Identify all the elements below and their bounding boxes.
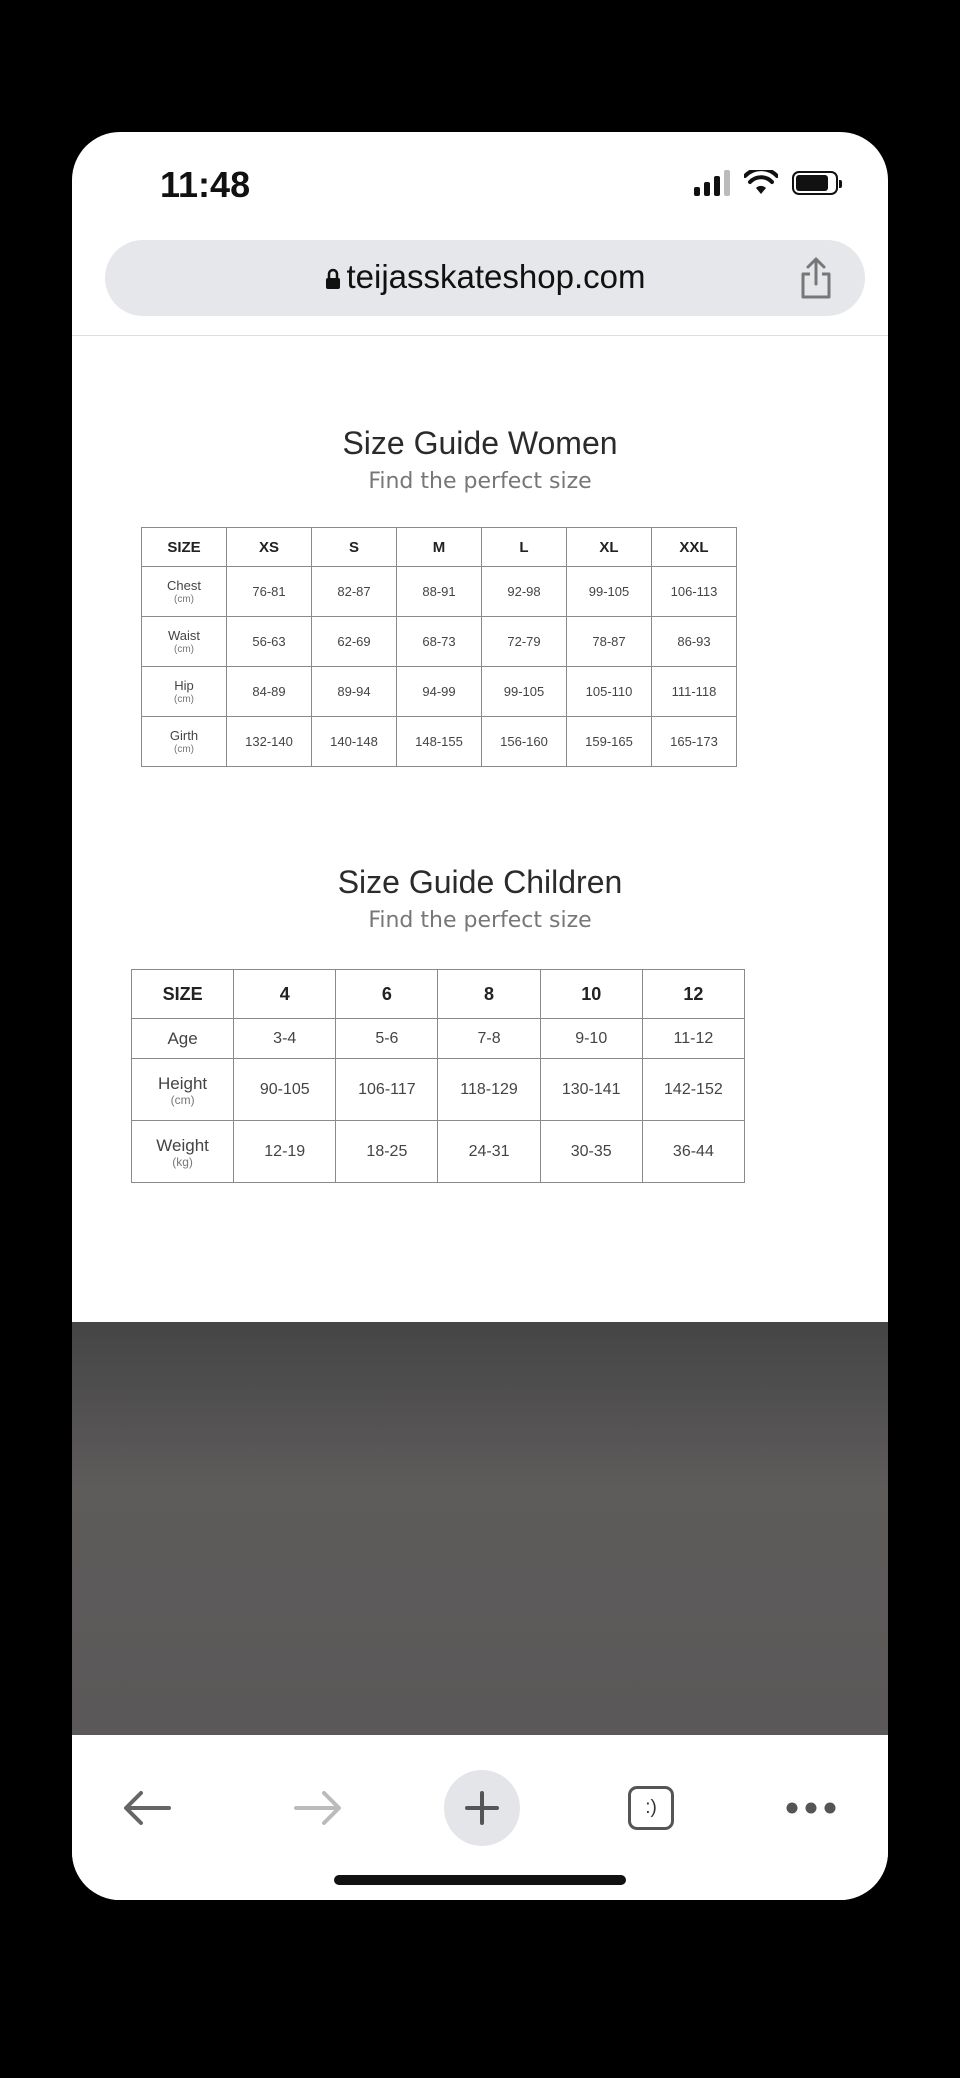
table-row <box>132 1121 745 1183</box>
women-header-row <box>142 528 737 567</box>
table-cell: 72-79 <box>482 617 567 667</box>
women-size-table <box>141 527 737 767</box>
table-cell: 11-12 <box>642 1019 744 1059</box>
table-cell: 90-105 <box>234 1059 336 1121</box>
table-cell: 111-118 <box>652 667 737 717</box>
children-header-cell: 12 <box>642 970 744 1019</box>
women-header-cell: M <box>397 528 482 567</box>
page-footer-area <box>72 1322 888 1735</box>
row-label: Height (cm) <box>132 1059 234 1121</box>
table-cell: 18-25 <box>336 1121 438 1183</box>
table-cell: 105-110 <box>567 667 652 717</box>
share-icon[interactable] <box>797 256 835 300</box>
toolbar-divider <box>72 335 888 336</box>
table-cell: 99-105 <box>482 667 567 717</box>
table-cell: 3-4 <box>234 1019 336 1059</box>
ellipsis-icon <box>785 1801 837 1815</box>
women-header-cell: SIZE <box>142 528 227 567</box>
arrow-right-icon <box>292 1788 344 1828</box>
status-bar <box>72 132 888 232</box>
new-tab-circle <box>444 1770 520 1846</box>
table-cell: 106-113 <box>652 567 737 617</box>
phone-screen <box>72 132 888 1900</box>
table-row <box>132 1059 745 1121</box>
status-icons <box>694 170 838 196</box>
new-tab-button[interactable] <box>442 1771 522 1845</box>
children-header-row <box>132 970 745 1019</box>
table-cell: 142-152 <box>642 1059 744 1121</box>
table-cell: 92-98 <box>482 567 567 617</box>
table-cell: 156-160 <box>482 717 567 767</box>
children-header-cell: 4 <box>234 970 336 1019</box>
table-cell: 30-35 <box>540 1121 642 1183</box>
table-cell: 76-81 <box>227 567 312 617</box>
children-header-cell: 6 <box>336 970 438 1019</box>
women-header-cell: XL <box>567 528 652 567</box>
home-indicator[interactable] <box>334 1875 626 1885</box>
table-row <box>132 1019 745 1059</box>
cellular-signal-icon <box>694 170 730 196</box>
children-header-cell: 8 <box>438 970 540 1019</box>
women-header-cell: S <box>312 528 397 567</box>
table-cell: 140-148 <box>312 717 397 767</box>
table-cell: 86-93 <box>652 617 737 667</box>
table-cell: 132-140 <box>227 717 312 767</box>
page-content <box>72 337 888 1327</box>
table-cell: 5-6 <box>336 1019 438 1059</box>
women-header-cell: L <box>482 528 567 567</box>
table-cell: 165-173 <box>652 717 737 767</box>
table-cell: 9-10 <box>540 1019 642 1059</box>
women-header-cell: XXL <box>652 528 737 567</box>
children-size-guide-title: Size Guide Children <box>337 864 623 900</box>
url-display[interactable] <box>105 258 865 296</box>
forward-button[interactable] <box>278 1771 358 1845</box>
table-row <box>142 717 737 767</box>
table-cell: 106-117 <box>336 1059 438 1121</box>
row-label: Chest (cm) <box>142 567 227 617</box>
children-size-guide-subtitle: Find the perfect size <box>368 908 592 933</box>
wifi-icon <box>744 170 778 196</box>
status-time: 11:48 <box>160 164 251 205</box>
address-bar[interactable] <box>105 240 865 316</box>
row-label: Waist (cm) <box>142 617 227 667</box>
children-size-table <box>131 969 745 1183</box>
row-label: Girth (cm) <box>142 717 227 767</box>
tabs-icon: :) <box>628 1786 674 1830</box>
children-header-cell: SIZE <box>132 970 234 1019</box>
table-cell: 118-129 <box>438 1059 540 1121</box>
table-cell: 99-105 <box>567 567 652 617</box>
table-cell: 130-141 <box>540 1059 642 1121</box>
table-cell: 68-73 <box>397 617 482 667</box>
tabs-button[interactable] <box>611 1771 691 1845</box>
table-cell: 82-87 <box>312 567 397 617</box>
back-button[interactable] <box>107 1771 187 1845</box>
battery-icon <box>792 171 838 195</box>
table-cell: 89-94 <box>312 667 397 717</box>
url-text: teijasskateshop.com <box>346 258 646 295</box>
table-cell: 12-19 <box>234 1121 336 1183</box>
table-row <box>142 567 737 617</box>
table-cell: 78-87 <box>567 617 652 667</box>
children-header-cell: 10 <box>540 970 642 1019</box>
women-header-cell: XS <box>227 528 312 567</box>
table-cell: 88-91 <box>397 567 482 617</box>
table-cell: 56-63 <box>227 617 312 667</box>
row-label: Age <box>132 1019 234 1059</box>
plus-icon <box>464 1790 500 1826</box>
table-cell: 84-89 <box>227 667 312 717</box>
table-cell: 159-165 <box>567 717 652 767</box>
arrow-left-icon <box>121 1788 173 1828</box>
women-size-guide-title: Size Guide Women <box>342 425 618 461</box>
table-cell: 36-44 <box>642 1121 744 1183</box>
table-row <box>142 667 737 717</box>
more-button[interactable] <box>771 1771 851 1845</box>
row-label: Hip (cm) <box>142 667 227 717</box>
row-label: Weight (kg) <box>132 1121 234 1183</box>
table-cell: 7-8 <box>438 1019 540 1059</box>
table-cell: 94-99 <box>397 667 482 717</box>
table-cell: 24-31 <box>438 1121 540 1183</box>
women-size-guide-subtitle: Find the perfect size <box>368 469 592 494</box>
table-cell: 148-155 <box>397 717 482 767</box>
table-row <box>142 617 737 667</box>
lock-icon <box>325 268 341 290</box>
table-cell: 62-69 <box>312 617 397 667</box>
